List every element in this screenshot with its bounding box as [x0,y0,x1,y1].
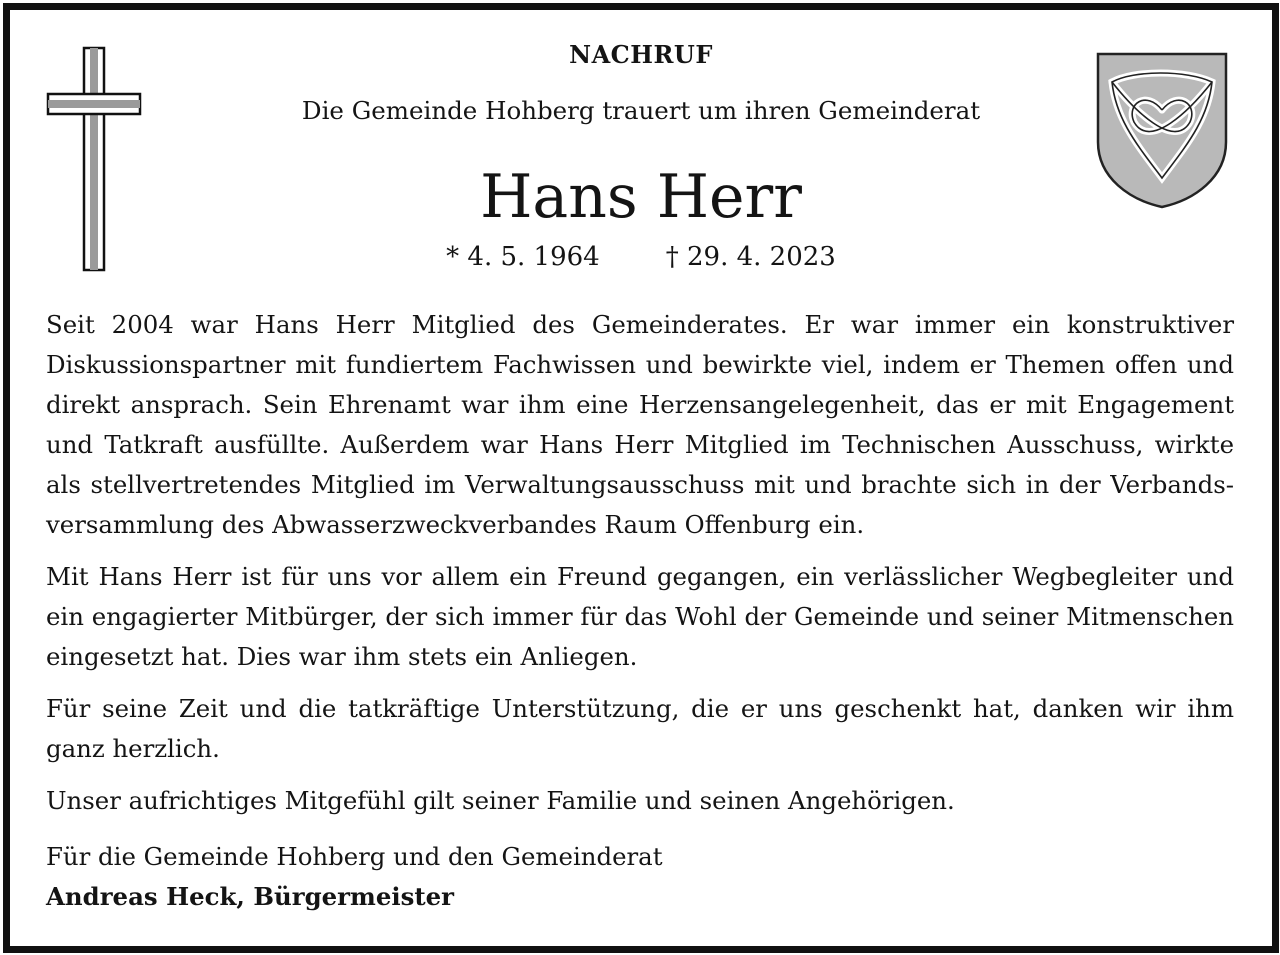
birth-date: * 4. 5. 1964 [446,242,600,272]
signature-organization: Für die Gemeinde Hohberg und den Gemeinderat [46,842,663,871]
life-dates [10,242,1272,272]
paragraph-condolence: Unser aufrichtiges Mitgefühl gilt seiner Familie und seinen Angehörigen. [46,786,955,815]
paragraph-thanks: Für seine Zeit und die tatkräftige Unterstützung, die er uns geschenkt hat, danken wir ihm ganz herzlich. [46,694,1234,763]
notice-subtitle: Die Gemeinde Hohberg trauert um ihren Gemeinderat [301,96,981,125]
coat-of-arms-icon [1094,50,1230,210]
obituary-notice [3,3,1279,953]
paragraph-career: Seit 2004 war Hans Herr Mitglied des Gemeinderates. Er war immer ein konstruktiver Diskussionspartner mit fundiertem Fachwissen und bewirkte viel, indem er Themen offen und direkt ansprach. Sein Ehrenamt war ihm eine Herzensangelegenheit, das er mit Engagement und Tatkraft ausfüllte. Außerdem war Hans Herr Mitglied im Technischen Ausschuss, wirkte als stellvertretendes Mitglied im Verwaltungsausschuss mit und brachte sich in der Verbands-versammlung des Abwasserzweckverbandes Raum Offenburg ein. [46,310,1234,539]
obituary-body [46,305,1234,825]
cross-icon [46,46,142,272]
notice-label: NACHRUF [569,40,713,69]
death-date: † 29. 4. 2023 [665,242,836,272]
deceased-name: Hans Herr [480,162,802,232]
signature-mayor: Andreas Heck, Bürgermeister [46,882,454,911]
paragraph-friend: Mit Hans Herr ist für uns vor allem ein Freund gegangen, ein verlässlicher Wegbegleiter und ein engagierter Mitbürger, der sich immer für das Wohl der Gemeinde und seiner Mitmenschen eingesetzt hat. Dies war ihm stets ein Anliegen. [46,562,1234,671]
